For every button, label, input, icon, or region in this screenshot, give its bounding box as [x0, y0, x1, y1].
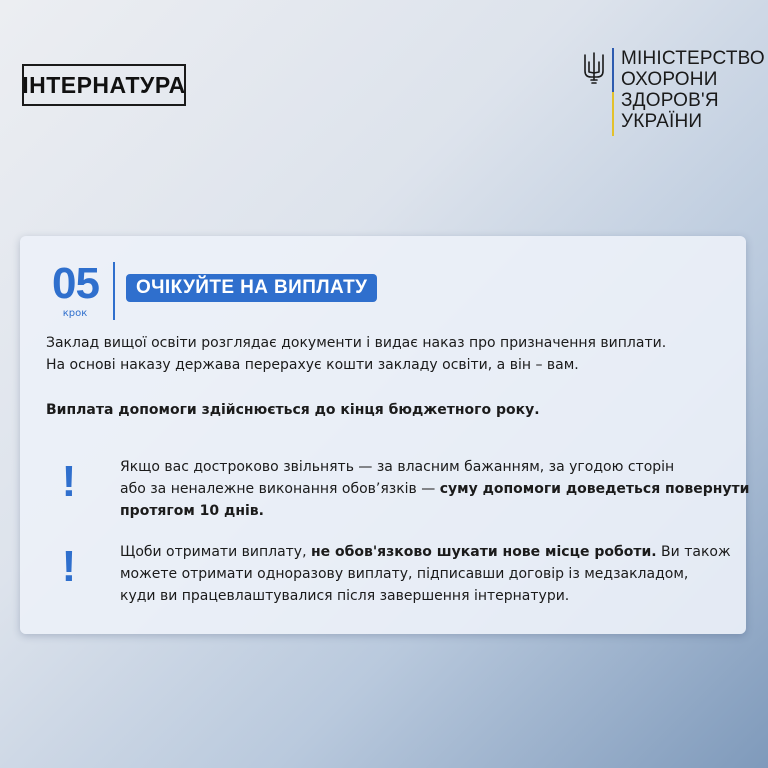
note-bold-text: суму допомоги доведеться повернути: [439, 481, 750, 497]
note-line: можете отримати одноразову виплату, підписавши договір із медзакладом,: [120, 566, 689, 582]
note-line: куди ви працевлаштувалися після завершення інтернатури.: [120, 588, 570, 604]
note-line: [120, 500, 749, 522]
note-plain-text: або за неналежне виконання обов’язків —: [120, 481, 440, 497]
ministry-logo: [583, 48, 765, 136]
ministry-line: УКРАЇНИ: [621, 111, 703, 132]
note-line: [120, 541, 731, 563]
info-card: [20, 236, 750, 634]
intro-paragraph: [46, 332, 666, 376]
note-plain-text: Ви також: [656, 544, 731, 560]
note-bold-text: протягом 10 днів.: [120, 503, 264, 519]
ministry-line: МІНІСТЕРСТВО: [621, 48, 765, 69]
step-divider: [113, 262, 115, 320]
step-label: крок: [62, 308, 88, 319]
note-line: Якщо вас достроково звільнять — за власним бажанням, за угодою сторін: [120, 459, 675, 475]
payment-deadline-text: Виплата допомоги здійснюється до кінця бюджетного року.: [46, 402, 540, 418]
section-tag: ІНТЕРНАТУРА: [22, 64, 186, 106]
note-bold-text: не обов'язково шукати нове місце роботи.: [310, 544, 657, 560]
note-text: [120, 541, 731, 607]
note-job-search: [58, 541, 731, 607]
note-line: [120, 478, 749, 500]
ministry-line: ОХОРОНИ: [621, 69, 718, 90]
ministry-line: ЗДОРОВ'Я: [621, 90, 719, 111]
note-plain-text: Щоби отримати виплату,: [120, 544, 311, 560]
flag-divider: [612, 48, 614, 136]
paragraph-line: Заклад вищої освіти розглядає документи і видає наказ про призначення виплати.: [46, 335, 667, 351]
paragraph-line: На основі наказу держава перерахує кошти закладу освіти, а він – вам.: [46, 357, 579, 373]
exclamation-icon: !: [61, 457, 77, 506]
note-text: [120, 456, 749, 522]
ministry-name: [621, 48, 765, 132]
note-early-dismissal: [58, 456, 749, 522]
exclamation-icon: !: [61, 542, 77, 591]
step-number: 05: [52, 259, 99, 308]
step-title: ОЧІКУЙТЕ НА ВИПЛАТУ: [126, 274, 377, 302]
trident-icon: [583, 52, 605, 84]
